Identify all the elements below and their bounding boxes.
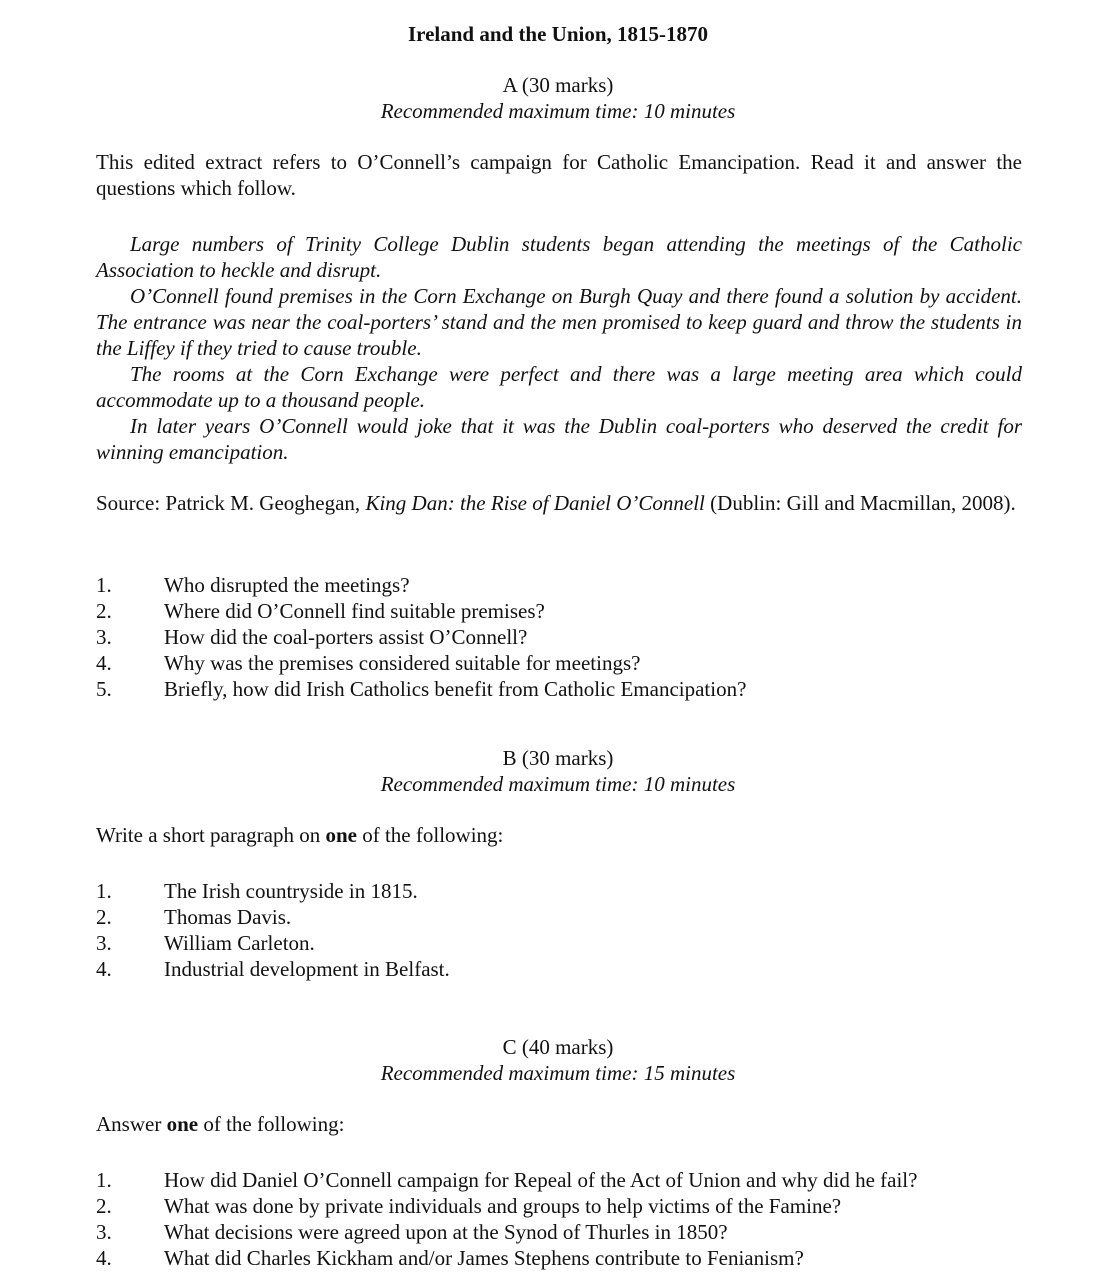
item-text: Where did O’Connell find suitable premises? <box>164 599 545 623</box>
item-text: What did Charles Kickham and/or James Stephens contribute to Fenianism? <box>164 1246 804 1270</box>
list-item <box>96 598 1056 624</box>
instruction-text: of the following: <box>198 1112 345 1136</box>
item-number: 1. <box>96 879 112 903</box>
instruction-emphasis: one <box>166 1112 199 1136</box>
list-item <box>96 624 1056 650</box>
source-extract <box>96 231 1022 465</box>
section-a-heading: A (30 marks) <box>502 73 614 97</box>
instruction-emphasis: one <box>325 823 357 847</box>
list-item <box>96 1219 1056 1245</box>
extract-paragraph: Large numbers of Trinity College Dublin students began attending the meetings of the Catholic Association to heckle and disrupt. <box>96 232 1022 282</box>
list-item <box>96 956 1056 982</box>
section-a-time: Recommended maximum time: 10 minutes <box>380 99 736 123</box>
section-c-instruction <box>96 1111 1022 1137</box>
item-number: 4. <box>96 1246 112 1270</box>
list-item <box>96 1245 1056 1271</box>
section-b-items <box>96 878 1056 982</box>
item-text: William Carleton. <box>164 931 315 955</box>
instruction-text: Answer <box>96 1112 167 1136</box>
item-text: Industrial development in Belfast. <box>164 957 450 981</box>
list-item <box>96 676 1056 702</box>
item-text: How did the coal-porters assist O’Connell? <box>164 625 528 649</box>
item-number: 2. <box>96 599 112 623</box>
source-prefix: Source: Patrick M. Geoghegan, <box>96 491 366 515</box>
instruction-text: of the following: <box>356 823 504 847</box>
item-number: 1. <box>96 1168 112 1192</box>
list-item <box>96 572 1056 598</box>
section-c-heading: C (40 marks) <box>502 1035 614 1059</box>
item-number: 2. <box>96 1194 112 1218</box>
item-number: 5. <box>96 677 112 701</box>
page-title: Ireland and the Union, 1815-1870 <box>407 22 709 46</box>
item-number: 3. <box>96 625 112 649</box>
list-item <box>96 930 1056 956</box>
source-citation <box>96 490 1022 516</box>
item-number: 4. <box>96 651 112 675</box>
section-b-time: Recommended maximum time: 10 minutes <box>380 772 736 796</box>
list-item <box>96 904 1056 930</box>
list-item <box>96 1167 1056 1193</box>
item-text: What decisions were agreed upon at the Synod of Thurles in 1850? <box>164 1220 728 1244</box>
section-b-heading: B (30 marks) <box>502 746 614 770</box>
item-text: Why was the premises considered suitable for meetings? <box>164 651 641 675</box>
section-c-time: Recommended maximum time: 15 minutes <box>380 1061 736 1085</box>
item-number: 2. <box>96 905 112 929</box>
extract-paragraph: In later years O’Connell would joke that it was the Dublin coal-porters who deserved the credit for winning emancipation. <box>96 414 1022 464</box>
source-suffix: (Dublin: Gill and Macmillan, 2008). <box>704 491 1016 515</box>
item-text: The Irish countryside in 1815. <box>164 879 418 903</box>
item-number: 1. <box>96 573 112 597</box>
item-text: Who disrupted the meetings? <box>164 573 410 597</box>
item-text: Briefly, how did Irish Catholics benefit from Catholic Emancipation? <box>164 677 747 701</box>
list-item <box>96 878 1056 904</box>
item-number: 3. <box>96 931 112 955</box>
item-text: Thomas Davis. <box>164 905 292 929</box>
section-a-questions <box>96 572 1056 702</box>
item-text: What was done by private individuals and groups to help victims of the Famine? <box>164 1194 842 1218</box>
extract-paragraph: The rooms at the Corn Exchange were perfect and there was a large meeting area which could accommodate up to a thousand people. <box>96 362 1022 412</box>
section-a-intro: This edited extract refers to O’Connell’s campaign for Catholic Emancipation. Read it and answer the questions which follow. <box>96 150 1022 200</box>
instruction-text: Write a short paragraph on <box>96 823 326 847</box>
item-number: 3. <box>96 1220 112 1244</box>
item-text: How did Daniel O’Connell campaign for Repeal of the Act of Union and why did he fail? <box>164 1168 918 1192</box>
item-number: 4. <box>96 957 112 981</box>
section-c-items <box>96 1167 1056 1271</box>
extract-paragraph: O’Connell found premises in the Corn Exchange on Burgh Quay and there found a solution by accident. The entrance was near the coal-porters’ stand and the men promised to keep guard and throw the students in the Liffey if they tried to cause trouble. <box>96 284 1022 360</box>
list-item <box>96 650 1056 676</box>
list-item <box>96 1193 1056 1219</box>
section-b-instruction <box>96 822 1022 848</box>
source-book-title: King Dan: the Rise of Daniel O’Connell <box>365 491 705 515</box>
